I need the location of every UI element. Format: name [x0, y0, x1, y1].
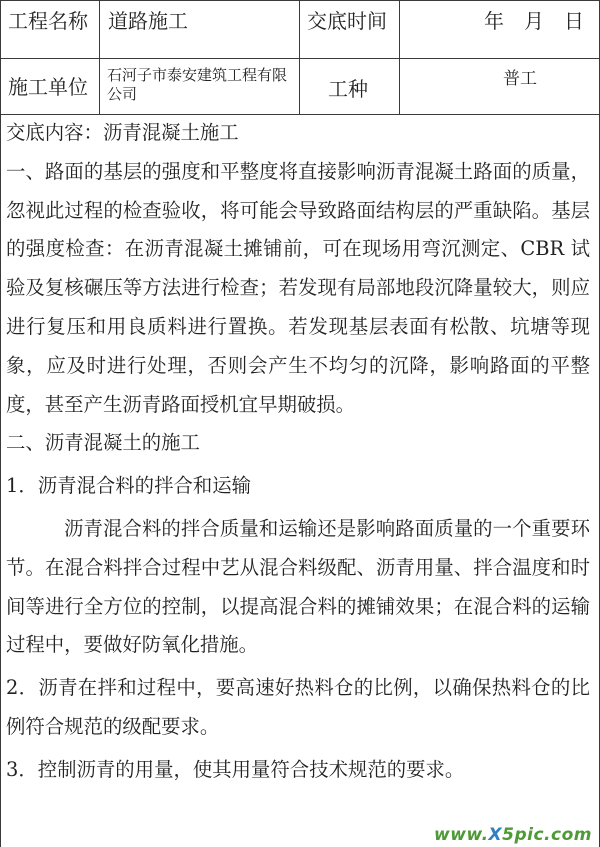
handover-content	[6, 114, 590, 790]
watermark-x: X	[488, 825, 503, 845]
item-2-paragraph: 2．沥青在拌和过程中，要高速好热料仓的比例，以确保热料仓的比例符合规范的级配要求。	[6, 676, 590, 738]
trade-value: 普工	[503, 69, 537, 89]
col-divider-2	[299, 0, 300, 114]
construction-unit-value: 石河子市泰安建筑工程有限公司	[107, 66, 288, 103]
construction-unit-label: 施工单位	[8, 75, 88, 99]
item-1-title: 1．沥青混合料的拌合和运输	[6, 474, 252, 498]
col-divider-1	[99, 0, 100, 114]
watermark-domain: 5pic.com	[502, 825, 592, 845]
content-title: 交底内容：沥青混凝土施工	[6, 121, 239, 144]
col-divider-3	[399, 0, 400, 114]
project-name-value: 道路施工	[108, 9, 188, 33]
project-name-label: 工程名称	[8, 9, 88, 33]
table-top-border	[0, 0, 600, 1]
handover-time-label: 交底时间	[307, 9, 387, 33]
handover-date-value: 年 月 日	[484, 9, 584, 33]
item-1-body: 沥青混合料的拌合质量和运输还是影响路面质量的一个重要环节。在混合料拌合过程中艺从混合料级配、沥青用量、拌合温度和时间等进行全方位的控制，以提高混合料的摊铺效果；在混合料的运输过程中，要做好防氧化措施。	[6, 516, 590, 657]
row1-bottom-border	[0, 58, 600, 59]
section-1-paragraph: 一、路面的基层的强度和平整度将直接影响沥青混凝土路面的质量，忽视此过程的检查验收，将可能会导致路面结构层的严重缺陷。基层的强度检查：在沥青混凝土摊铺前，可在现场用弯沉测定、CBR 试验及复核碾压等方法进行检查；若发现有局部地段沉降量较大，则应进行复压和用良质料进行置换。若发现基层表面有松散、坑塘等现象，应及时进行处理，否则会产生不均匀的沉降，影响路面的平整度，甚至产生沥青路面授机宜早期破损。	[6, 159, 590, 416]
section-2-heading: 二、沥青混凝土的施工	[6, 431, 200, 455]
site-watermark	[434, 825, 592, 845]
watermark-prefix: www.	[434, 825, 489, 845]
item-3-paragraph: 3．控制沥青的用量，使其用量符合技术规范的要求。	[6, 757, 465, 781]
table-left-border	[0, 0, 1, 847]
trade-label: 工种	[328, 77, 368, 101]
